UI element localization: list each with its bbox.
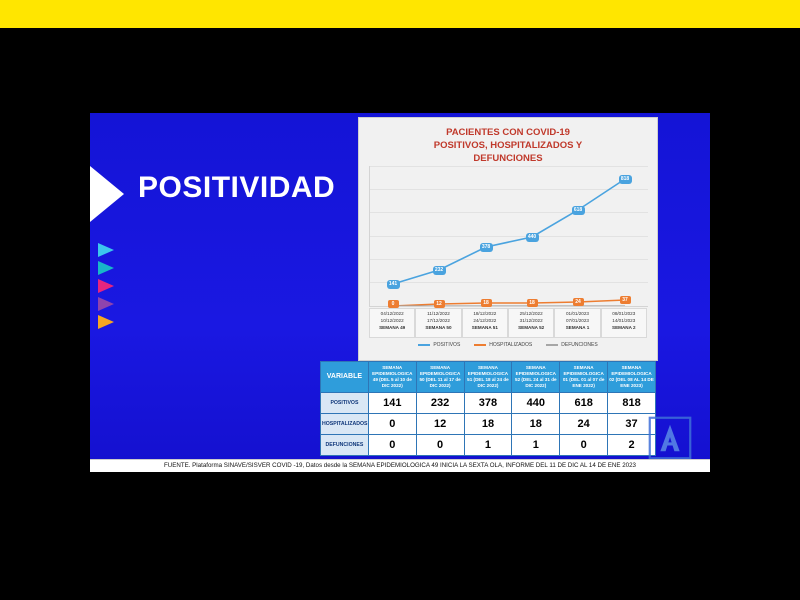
x-tick-date-start: 25/12/2022 xyxy=(519,311,543,316)
table-row xyxy=(321,393,656,414)
row-label-defunciones: DEFUNCIONES xyxy=(321,435,369,456)
table-row xyxy=(321,435,656,456)
accent-bar-3-icon xyxy=(98,279,114,293)
x-axis-tick xyxy=(554,308,600,338)
data-point-positivos: 440 xyxy=(526,233,539,242)
x-tick-date-start: 04/12/2022 xyxy=(380,311,404,316)
accent-bar-4-icon xyxy=(98,297,114,311)
cell-hospitalizados-w02: 37 xyxy=(608,414,656,435)
data-point-hospitalizados: 37 xyxy=(620,296,631,304)
page-title: POSITIVIDAD xyxy=(138,171,336,204)
legend-swatch-icon xyxy=(418,344,430,346)
legend-swatch-icon xyxy=(546,344,558,346)
legend-label: POSITIVOS xyxy=(433,342,461,348)
x-tick-date-start: 11/12/2022 xyxy=(427,311,450,316)
cell-positivos-w50: 232 xyxy=(416,393,464,414)
chart-legend xyxy=(359,342,657,348)
data-point-hospitalizados: 24 xyxy=(573,298,584,306)
data-point-positivos: 232 xyxy=(433,266,446,275)
institution-logo-icon xyxy=(648,416,692,460)
top-yellow-strip xyxy=(0,0,800,28)
accent-bar-1-icon xyxy=(98,243,114,257)
legend-item-hospitalizados xyxy=(474,342,532,348)
x-tick-date-start: 08/01/2023 xyxy=(612,311,636,316)
x-tick-date-end: 14/01/2023 xyxy=(612,317,636,323)
cell-positivos-w49: 141 xyxy=(368,393,416,414)
legend-label: DEFUNCIONES xyxy=(561,342,598,348)
table-header-week-52: SEMANA EPIDEMIOLOGICA 52 (DEL 24 al 31 de DIC 2022) xyxy=(512,362,560,393)
table-header-week-02: SEMANA EPIDEMIOLOGICA 02 (DEL 08 AL 14 DE ENE 2023) xyxy=(608,362,656,393)
data-point-positivos: 818 xyxy=(619,175,632,184)
positivos-line xyxy=(393,179,625,284)
x-tick-date-end: 07/01/2023 xyxy=(565,317,589,323)
cell-hospitalizados-w01: 24 xyxy=(560,414,608,435)
covid-line-chart xyxy=(358,117,658,361)
data-point-positivos: 141 xyxy=(387,280,400,289)
table-header-week-01: SEMANA EPIDEMIOLOGICA 01 (DEL 01 al 07 de ENE 2022) xyxy=(560,362,608,393)
x-tick-date-start: 01/01/2023 xyxy=(565,311,589,316)
data-point-hospitalizados: 18 xyxy=(527,299,538,307)
x-axis-tick xyxy=(508,308,554,338)
legend-item-defunciones xyxy=(546,342,597,348)
data-point-positivos: 378 xyxy=(480,243,493,252)
cell-hospitalizados-w52: 18 xyxy=(512,414,560,435)
x-tick-date-end: 10/12/2022 xyxy=(380,317,404,323)
x-tick-week: SEMANA 1 xyxy=(565,325,590,330)
x-tick-date-end: 17/12/2022 xyxy=(426,317,450,323)
data-point-hospitalizados: 12 xyxy=(434,300,445,308)
x-axis-tick xyxy=(369,308,415,338)
presentation-slide xyxy=(90,113,710,468)
cell-positivos-w02: 818 xyxy=(608,393,656,414)
cell-positivos-w52: 440 xyxy=(512,393,560,414)
x-tick-date-start: 18/12/2022 xyxy=(473,311,497,316)
cell-positivos-w01: 618 xyxy=(560,393,608,414)
table-header-variable: VARIABLE xyxy=(321,362,369,393)
data-point-positivos: 618 xyxy=(572,206,585,215)
x-tick-week: SEMANA 49 xyxy=(379,325,406,330)
cell-defunciones-w01: 0 xyxy=(560,435,608,456)
table-header-week-49: SEMANA EPIDEMIOLOGICA 49 (DEL 5 al 10 de DIC 2022) xyxy=(368,362,416,393)
table-header-row xyxy=(321,362,656,393)
table-header-week-50: SEMANA EPIDEMIOLOGICA 50 (DEL 11 al 17 de DIC 2022) xyxy=(416,362,464,393)
cell-defunciones-w02: 2 xyxy=(608,435,656,456)
title-wedge-icon xyxy=(90,166,124,222)
chart-plot-area xyxy=(369,166,648,307)
legend-swatch-icon xyxy=(474,344,486,346)
chart-title xyxy=(359,118,657,167)
source-note: FUENTE. Plataforma SINAVE/SISVER COVID -19, Datos desde la SEMANA EPIDEMIOLOGICA 49 INICIA LA SEXTA OLA, INFORME DEL 11 DE DIC AL 14 DE ENE 2023 xyxy=(90,459,710,472)
x-tick-week: SEMANA 51 xyxy=(471,325,498,330)
legend-item-positivos xyxy=(418,342,460,348)
accent-bar-5-icon xyxy=(98,315,114,329)
row-label-hospitalizados: HOSPITALIZADOS xyxy=(321,414,369,435)
x-tick-date-end: 24/12/2022 xyxy=(473,317,497,323)
data-point-hospitalizados: 18 xyxy=(481,299,492,307)
x-tick-week: SEMANA 52 xyxy=(518,325,545,330)
x-axis-tick xyxy=(601,308,647,338)
table-row xyxy=(321,414,656,435)
x-tick-week: SEMANA 2 xyxy=(612,325,636,330)
x-tick-week: SEMANA 50 xyxy=(425,325,452,330)
cell-defunciones-w49: 0 xyxy=(368,435,416,456)
accent-bar-2-icon xyxy=(98,261,114,275)
x-axis-tick xyxy=(462,308,508,338)
legend-label: HOSPITALIZADOS xyxy=(489,342,533,348)
chart-title-line-2: POSITIVOS, HOSPITALIZADOS Y xyxy=(433,140,583,151)
cell-hospitalizados-w50: 12 xyxy=(416,414,464,435)
chart-title-line-1: PACIENTES CON COVID-19 xyxy=(446,127,570,138)
x-tick-date-end: 31/12/2022 xyxy=(519,317,543,323)
hospitalizados-line xyxy=(393,300,625,306)
cell-positivos-w51: 378 xyxy=(464,393,512,414)
data-point-hospitalizados: 0 xyxy=(388,300,399,308)
cell-hospitalizados-w51: 18 xyxy=(464,414,512,435)
cell-hospitalizados-w49: 0 xyxy=(368,414,416,435)
chart-x-axis xyxy=(369,308,647,338)
cell-defunciones-w51: 1 xyxy=(464,435,512,456)
x-axis-tick xyxy=(415,308,461,338)
cell-defunciones-w52: 1 xyxy=(512,435,560,456)
row-label-positivos: POSITIVOS xyxy=(321,393,369,414)
chart-title-line-3: DEFUNCIONES xyxy=(473,153,543,164)
covid-data-table xyxy=(320,361,656,456)
table-header-week-51: SEMANA EPIDEMIOLOGICA 51 (DEL 18 al 24 de DIC 2022) xyxy=(464,362,512,393)
chart-series-lines xyxy=(370,166,648,306)
cell-defunciones-w50: 0 xyxy=(416,435,464,456)
